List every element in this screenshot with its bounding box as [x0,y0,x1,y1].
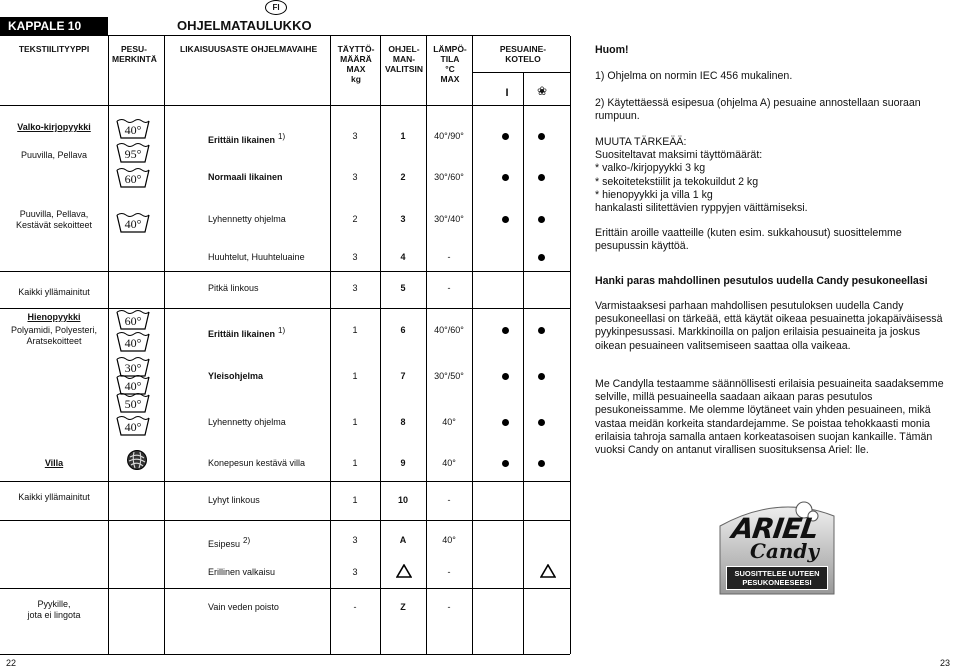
program-cell [208,325,285,340]
grid-line [380,36,381,654]
fabric-wool: Villa [44,458,64,468]
note-2: 2) Käytettäessä esipesua (ohjelma A) pesuaine annostellaan suoraan rumpuun. [595,97,921,123]
wash-tub-label: 95° [124,147,142,161]
col-load: TÄYTTÖ- MÄÄRÄ MAX kg [337,44,375,84]
program-selector: 9 [400,458,406,468]
program-cell [208,535,250,550]
wash-tub-icon [116,309,148,329]
program-name: Normaali likainen [208,172,283,182]
grid-line [472,36,473,654]
fabric-cotton-title: Valko-kirjopyykki [17,122,91,132]
ariel-wordmark: ARIEL [729,512,821,545]
detergent-dot [502,373,509,380]
language-badge-text: FI [272,3,280,12]
softener-dot [538,373,545,380]
grid-line [426,36,427,654]
ariel-candy-logo [718,496,836,606]
program-selector: 1 [400,131,406,141]
wash-tub-label: 40° [124,336,142,350]
detergent-dot [502,327,509,334]
wool-ball-icon [126,449,148,471]
detergent-dot [502,216,509,223]
program-cell [208,131,285,146]
load-kg: 3 [352,172,358,182]
grid-line [164,36,165,654]
softener-dot [538,460,545,467]
temperature: 40° [442,417,456,427]
temperature: - [447,283,451,293]
softener-flower-icon: ❀ [536,84,548,98]
program-name: Lyhennetty ohjelma [208,214,286,224]
program-selector: 7 [400,371,406,381]
col-selector: OHJEL- MAN- VALITSIN [384,44,424,74]
program-name: Erittäin likainen [208,135,276,145]
col-wash-symbol: PESU- MERKINTÄ [112,44,157,64]
wash-tub-label: 30° [124,361,142,375]
grid-line [108,36,109,654]
program-footnote: 1) [278,132,286,141]
program-name: Erittäin likainen [208,329,276,339]
temperature: - [447,252,451,262]
program-name: Lyhennetty ohjelma [208,417,286,427]
softener-dot [538,327,545,334]
program-name: Vain veden poisto [208,602,279,612]
softener-dot [538,419,545,426]
wash-tub-icon [116,392,148,412]
col-fabric: TEKSTIILITYYPPI [18,44,90,54]
wash-tub-label: 40° [124,420,142,434]
wash-tub-icon [116,374,148,394]
grid-line [523,72,524,654]
program-footnote: 2) [243,536,251,545]
language-badge [265,0,287,15]
program-selector: Z [400,602,406,612]
program-name: Erillinen valkaisu [208,567,276,577]
temperature: 30°/50° [434,371,464,381]
program-selector: A [399,535,407,545]
grid-line [0,481,570,482]
softener-dot [538,133,545,140]
grid-line [0,271,570,272]
program-footnote: 1) [278,326,286,335]
program-name: Pitkä linkous [208,283,259,293]
temperature: - [447,495,451,505]
delicate-note: Erittäin aroille vaatteille (kuten esim. sukkahousut) suosittelemme pesupussin käyttöä. [595,227,902,253]
page-number-left: 22 [6,658,17,668]
program-name: Yleisohjelma [208,371,264,381]
col-program: LIKAISUUSASTE OHJELMAVAIHE [180,44,318,54]
page-title: OHJELMATAULUKKO [177,18,312,33]
program-name: Huuhtelut, Huuhteluaine [208,252,305,262]
detergent-dot [502,419,509,426]
softener-dot [538,254,545,261]
program-selector: 5 [400,283,406,293]
wash-tub-icon [116,118,148,138]
load-kg: - [353,602,357,612]
softener-dot [538,216,545,223]
fabric-cotton-mix: Puuvilla, Pellava, Kestävät sekoitteet [15,209,93,230]
load-kg: 2 [352,214,358,224]
load-kg: 3 [352,131,358,141]
candy-heading: Hanki paras mahdollinen pesutulos uudella Candy pesukoneellasi [595,275,928,287]
temperature: 40°/60° [434,325,464,335]
candy-paragraph-2: Me Candylla testaamme säännöllisesti erilaisia pesuaineita saadaksemme selville, millä pesuaineella saadaan aikaan paras pesutulos pesukoneissamme. Me olemme löytäneet vain yhden pesuaineen, mikä vastaa meidän korkeita standardejamme. Se poistaa tehokkaasti monia erilaisia tahroja samalla antaen korkeatasoisen suojan kankaille. Tämän vuoksi Candy on antanut virallisen suosituksensa Ariel: lle. [595,378,944,457]
program-selector: 6 [400,325,406,335]
detergent-dot [502,460,509,467]
program-selector: 8 [400,417,406,427]
temperature: 30°/60° [434,172,464,182]
bleach-triangle-icon [540,564,556,583]
program-name: Lyhyt linkous [208,495,260,505]
softener-dot [538,174,545,181]
fabric-all-above-1: Kaikki yllämainitut [18,287,90,297]
program-selector: 4 [400,252,406,262]
temperature: - [447,567,451,577]
wash-tub-label: 40° [124,123,142,137]
load-kg: 1 [352,325,358,335]
load-kg: 1 [352,371,358,381]
fabric-all-above-2: Kaikki yllämainitut [18,492,90,502]
col-temp: LÄMPÖ- TILA °C MAX [433,44,467,84]
huom-heading: Huom! [595,44,629,56]
program-selector: 10 [397,495,408,505]
load-kg: 3 [352,567,358,577]
grid-line [0,308,570,309]
wash-tub-label: 50° [124,397,142,411]
detergent-dot [502,174,509,181]
load-kg: 1 [352,458,358,468]
wash-tub-label: 60° [124,172,142,186]
col-detergent: PESUAINE- KOTELO [499,44,547,64]
program-selector: 3 [400,214,406,224]
wash-tub-label: 60° [124,314,142,328]
fabric-cotton-sub: Puuvilla, Pellava [20,150,88,160]
temperature: - [447,602,451,612]
load-kg: 3 [352,535,358,545]
candy-paragraph-1: Varmistaaksesi parhaan mahdollisen pesutuloksen uudella Candy pesukoneellasi on tärkeää, että käytät oikeaa pesuainetta jokapäiväisessä pyykinpesussasi. Markkinoilla on paljon erilaisia pesuaineita ja joskus oikean pesuaineen valitsemiseen saattaa olla vaikeaa. [595,300,943,352]
chapter-rule [0,35,570,36]
grid-line [0,588,570,589]
recommend-badge: SUOSITTELEE UUTEEN PESUKONEESEESI [726,566,828,590]
load-kg: 3 [352,283,358,293]
load-kg: 3 [352,252,358,262]
fabric-synthetic-title: Hienopyykki [27,312,81,322]
program-name: Esipesu [208,539,241,549]
chapter-label: KAPPALE 10 [0,17,108,35]
wash-tub-icon [116,167,148,187]
wash-tub-icon [116,331,148,351]
grid-line [472,72,570,73]
candy-wordmark: Candy [750,539,820,563]
note-1: 1) Ohjelma on normin IEC 456 mukalinen. [595,70,793,82]
fabric-delicate: Pyykille, jota ei lingota [27,599,81,620]
grid-line [0,520,570,521]
grid-line [570,36,571,654]
wash-tub-label: 40° [124,217,142,231]
wash-tub-icon [116,356,148,376]
grid-line [330,36,331,654]
load-kg: 1 [352,495,358,505]
temperature: 30°/40° [434,214,464,224]
grid-line [0,654,570,655]
wash-tub-icon [116,212,148,232]
wash-tub-icon [116,415,148,435]
other-important: MUUTA TÄRKEÄÄ: Suositeltavat maksimi täyttömäärät: * valko-/kirjopyykki 3 kg * sekoitetekstiilit ja tekokuildut 2 kg * hienopyykki ja villa 1 kg hankalasti silitettävien ryppyjen väittämiseksi. [595,136,808,215]
bleach-triangle-icon [396,564,412,583]
page-number-right: 23 [940,658,951,668]
temperature: 40°/90° [434,131,464,141]
detergent-dot [502,133,509,140]
detergent-main-icon: I [505,87,509,99]
fabric-synthetic-sub: Polyamidi, Polyesteri, Aratsekoitteet [10,325,98,346]
program-name: Konepesun kestävä villa [208,458,306,468]
temperature: 40° [442,535,456,545]
wash-tub-icon [116,142,148,162]
grid-line [0,105,570,106]
temperature: 40° [442,458,456,468]
wash-tub-label: 40° [124,379,142,393]
program-selector: 2 [400,172,406,182]
load-kg: 1 [352,417,358,427]
